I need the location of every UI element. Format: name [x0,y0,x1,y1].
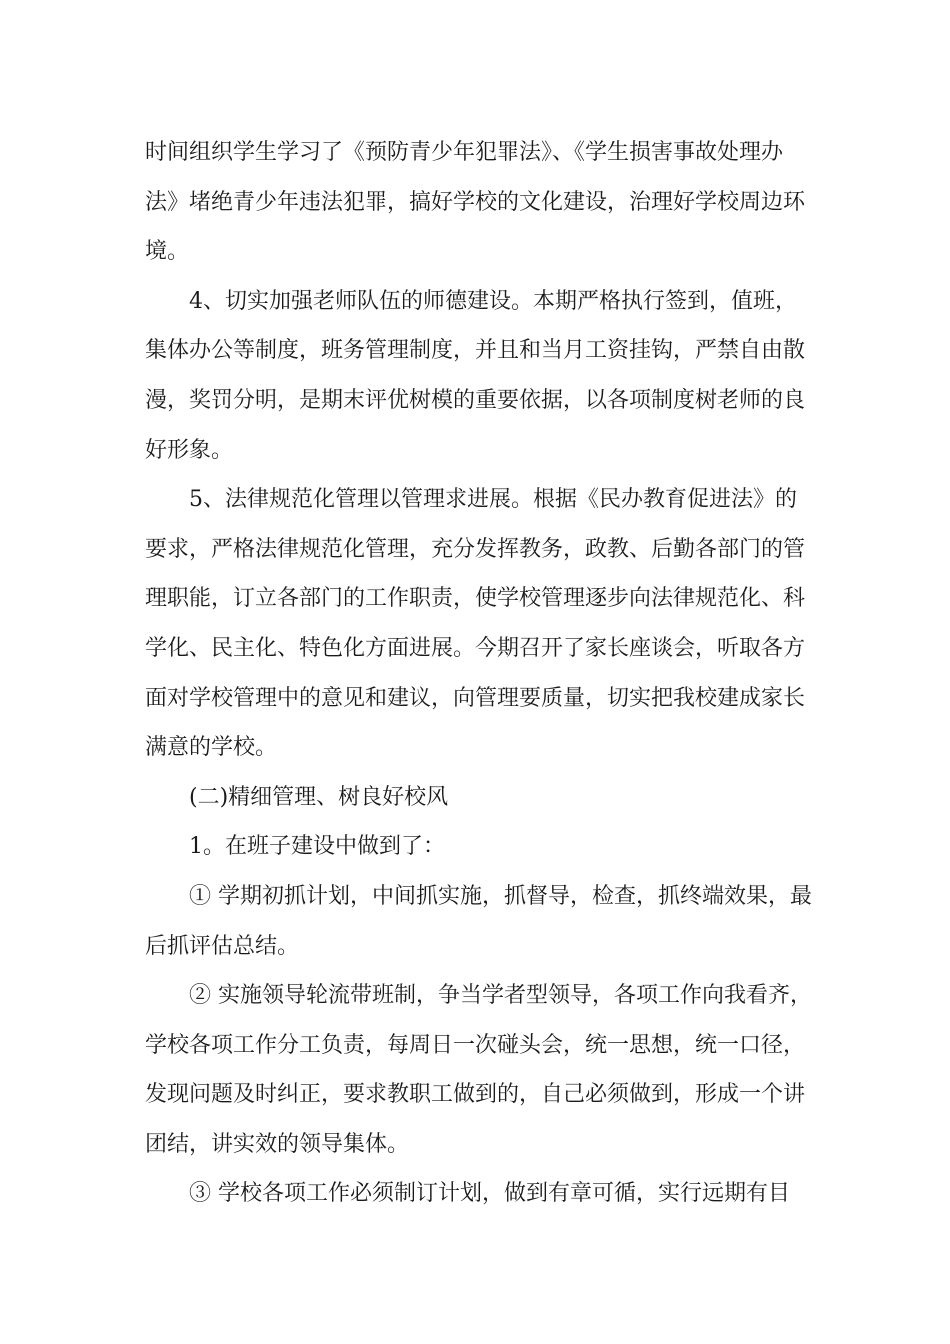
list-item-1: ① 学期初抓计划，中间抓实施，抓督导，检查，抓终端效果，最后抓评估总结。 [145,883,812,959]
paragraph-3: 5、法律规范化管理以管理求进展。根据《民办教育促进法》的要求，严格法律规范化管理，充分发挥教务，政教、后勤各部门的管理职能，订立各部门的工作职责，使学校管理逐步向法律规范化、科学化、民主化、特色化方面进展。今期召开了家长座谈会，听取各方面对学校管理中的意见和建议，向管理要质量，切实把我校建成家长满意的学校。 [145,487,806,761]
paragraph-5: 1。在班子建设中做到了： [189,834,445,860]
document-body [145,128,815,1219]
list-item-3: ③ 学校各项工作必须制订计划，做到有章可循，实行远期有目 [189,1181,790,1207]
paragraph-1: 时间组织学生学习了《预防青少年犯罪法》、《学生损害事故处理办法》堵绝青少年违法犯罪，搞好学校的文化建设，治理好学校周边环境。 [145,140,806,265]
section-heading: (二)精细管理、树良好校风 [189,784,449,810]
paragraph-2: 4、切实加强老师队伍的师德建设。本期严格执行签到，值班，集体办公等制度，班务管理制度，并且和当月工资挂钩，严禁自由散漫，奖罚分明，是期末评优树模的重要依据，以各项制度树老师的良好形象。 [145,288,806,463]
list-item-2: ② 实施领导轮流带班制，争当学者型领导，各项工作向我看齐，学校各项工作分工负责，每周日一次碰头会，统一思想，统一口径，发现问题及时纠正，要求教职工做到的，自己必须做到，形成一个讲团结，讲实效的领导集体。 [145,983,812,1157]
